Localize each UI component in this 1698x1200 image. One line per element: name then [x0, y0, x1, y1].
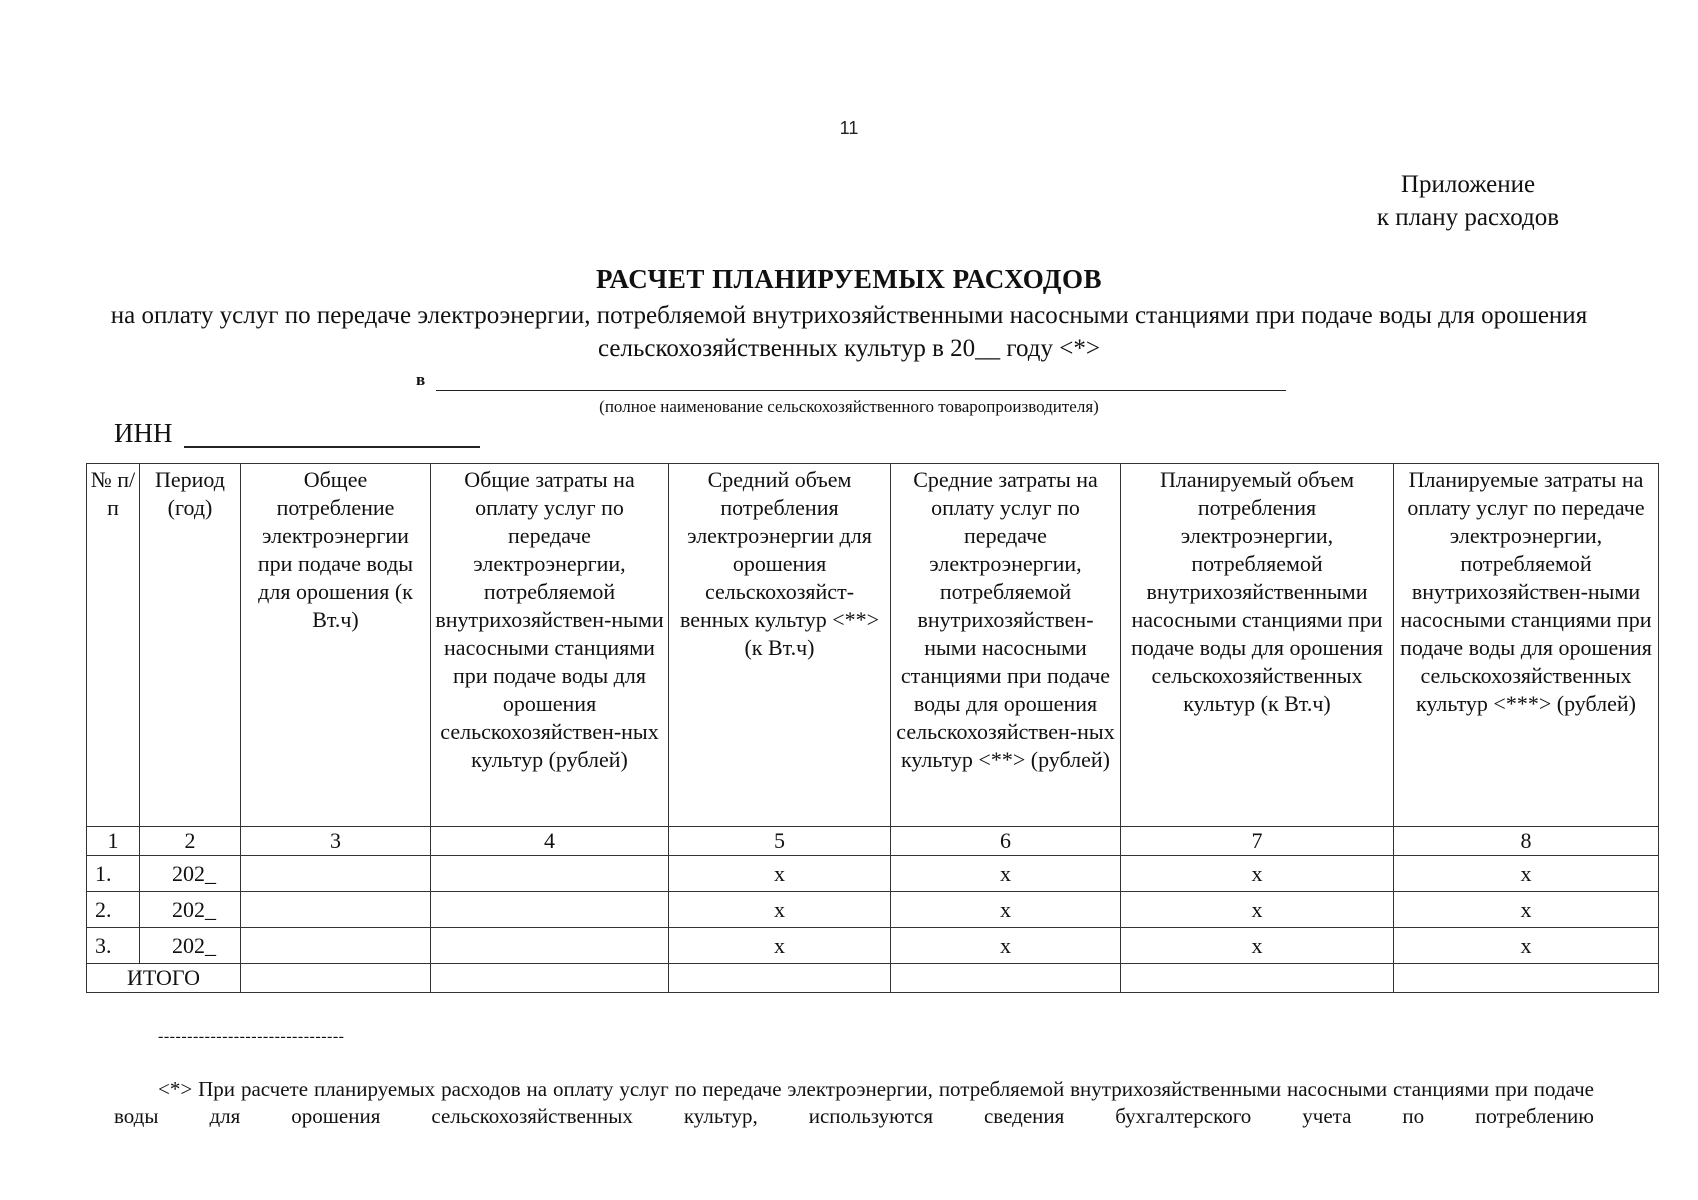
column-number: 3: [241, 827, 431, 856]
total-cell: [1121, 964, 1394, 993]
column-number: 8: [1394, 827, 1659, 856]
row-number: 1.: [87, 856, 140, 892]
expense-calculation-table: [86, 463, 1659, 993]
total-cell: [1394, 964, 1659, 993]
total-cell: [431, 964, 669, 993]
row-cell: [431, 928, 669, 964]
column-number: 2: [140, 827, 241, 856]
footnote-text: <*> При расчете планируемых расходов на оплату услуг по передаче электроэнергии, потребляемой внутрихозяйственными насосными станциями при подаче воды для орошения сельскохозяйственных культур, используются сведения бухгалтерского учета по потреблению: [114, 1077, 1594, 1128]
row-number: 3.: [87, 928, 140, 964]
document-subtitle: на оплату услуг по передаче электроэнергии, потребляемой внутрихозяйственными насосными станциями при подаче воды для орошения сельскохозяйственных культур в 20__ году <*>: [110, 302, 1588, 362]
total-cell: [241, 964, 431, 993]
header-average-costs: Средние затраты на оплату услуг по передаче электроэнергии, потребляемой внутрихозяйствен-ными насосными станциями при подаче воды для орошения сельскохозяйствен-ных культур <**> (рублей): [891, 464, 1121, 827]
row-cell: x: [1394, 892, 1659, 928]
column-number: 7: [1121, 827, 1394, 856]
row-cell: x: [1121, 892, 1394, 928]
producer-name-caption: (полное наименование сельскохозяйственного товаропроизводителя): [599, 397, 1099, 416]
header-planned-volume: Планируемый объем потребления электроэнергии, потребляемой внутрихозяйственными насосными станциями при подаче воды для орошения сельскохозяйственных культур (к Вт.ч): [1121, 464, 1394, 827]
page-number: 11: [839, 118, 859, 138]
total-label: ИТОГО: [87, 964, 241, 993]
row-cell: x: [891, 928, 1121, 964]
row-number: 2.: [87, 892, 140, 928]
row-cell: [241, 892, 431, 928]
row-cell: [431, 856, 669, 892]
appendix-line-2: к плану расходов: [1376, 204, 1560, 231]
row-cell: x: [669, 928, 891, 964]
document-title: РАСЧЕТ ПЛАНИРУЕМЫХ РАСХОДОВ: [596, 264, 1102, 294]
row-cell: [241, 928, 431, 964]
header-period: Период (год): [140, 464, 241, 827]
table-row: [87, 928, 1659, 964]
header-row-number: № п/п: [87, 464, 140, 827]
header-average-volume: Средний объем потребления электроэнергии для орошения сельскохозяйст-венных культур <**> (к Вт.ч): [669, 464, 891, 827]
row-period: 202_: [140, 892, 241, 928]
footnote-separator: --------------------------------: [158, 1028, 345, 1045]
table-row: [87, 856, 1659, 892]
row-cell: x: [891, 892, 1121, 928]
appendix-line-1: Приложение: [1400, 171, 1536, 198]
column-number: 6: [891, 827, 1121, 856]
table-row: [87, 892, 1659, 928]
inn-blank-line: [184, 446, 480, 448]
column-number: 5: [669, 827, 891, 856]
row-period: 202_: [140, 856, 241, 892]
row-cell: x: [1394, 928, 1659, 964]
column-number-row: [87, 827, 1659, 856]
column-number: 4: [431, 827, 669, 856]
row-cell: x: [1394, 856, 1659, 892]
header-planned-costs: Планируемые затраты на оплату услуг по передаче электроэнергии, потребляемой внутрихозяйствен-ными насосными станциями при подаче воды для орошения сельскохозяйственных культур <***> (рублей): [1394, 464, 1659, 827]
total-cell: [669, 964, 891, 993]
row-period: 202_: [140, 928, 241, 964]
row-cell: x: [669, 856, 891, 892]
row-cell: [431, 892, 669, 928]
row-cell: [241, 856, 431, 892]
header-total-consumption: Общее потребление электроэнергии при подаче воды для орошения (к Вт.ч): [241, 464, 431, 827]
inn-label: ИНН: [114, 418, 173, 448]
row-cell: x: [1121, 856, 1394, 892]
total-row: [87, 964, 1659, 993]
table-header-row: [87, 464, 1659, 827]
in-prefix: в: [416, 370, 426, 389]
appendix-note: [1178, 168, 1578, 234]
header-total-costs: Общие затраты на оплату услуг по передаче электроэнергии, потребляемой внутрихозяйствен-ными насосными станциями при подаче воды для орошения сельскохозяйствен-ных культур (рублей): [431, 464, 669, 827]
column-number: 1: [87, 827, 140, 856]
row-cell: x: [669, 892, 891, 928]
row-cell: x: [891, 856, 1121, 892]
producer-name-blank-line: [436, 390, 1286, 391]
row-cell: x: [1121, 928, 1394, 964]
total-cell: [891, 964, 1121, 993]
